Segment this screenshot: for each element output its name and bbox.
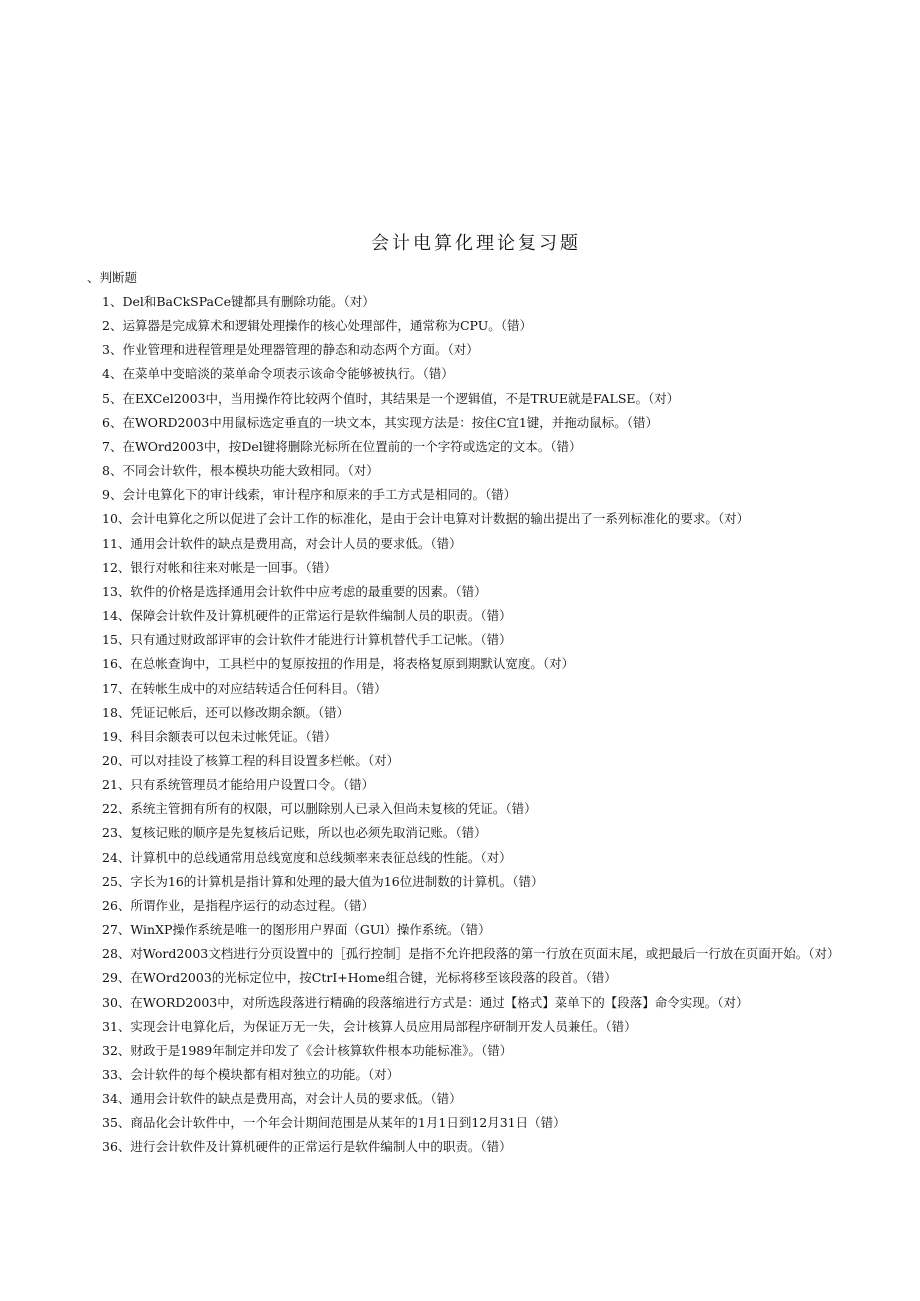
question-item: 29、在WOrd2003的光标定位中，按CtrI+Home组合键，光标将移至该段落的段首。（错） — [102, 970, 617, 986]
question-item: 2、运算器是完成算术和逻辑处理操作的核心处理部件，通常称为CPU。（错） — [102, 318, 532, 334]
question-item: 7、在WOrd2003中，按Del键将删除光标所在位置前的一个字符或选定的文本。（错） — [102, 438, 582, 454]
question-item: 22、系统主管拥有所有的权限，可以删除别人已录入但尚未复核的凭证。（错） — [102, 801, 537, 817]
question-item: 18、凭证记帐后，还可以修改期余额。（错） — [102, 704, 350, 720]
question-item: 20、可以对挂设了核算工程的科目设置多栏帐。（对） — [102, 752, 400, 768]
question-item: 27、WinXP操作系统是唯一的图形用户界面（GUl）操作系统。（错） — [102, 922, 491, 938]
question-item: 17、在转帐生成中的对应结转适合任何科目。（错） — [102, 680, 387, 696]
question-item: 1、Del和BaCkSPaCe键都具有删除功能。（对） — [102, 294, 375, 309]
question-item: 24、计算机中的总线通常用总线宽度和总线频率来表征总线的性能。（对） — [102, 849, 512, 865]
question-item: 13、软件的价格是选择通用会计软件中应考虑的最重要的因素。（错） — [102, 583, 487, 599]
question-item: 11、通用会计软件的缺点是费用高，对会计人员的要求低。（错） — [102, 535, 462, 551]
question-item: 25、字长为16的计算机是指计算和处理的最大值为16位进制数的计算机。（错） — [102, 873, 544, 889]
question-item: 35、商品化会计软件中，一个年会计期间范围是从某年的1月1日到12月31日（错） — [102, 1115, 566, 1131]
question-item: 28、对Word2003文档进行分页设置中的［孤行控制］是指不允许把段落的第一行放在页面末尾，或把最后一行放在页面开始。（对） — [102, 946, 840, 962]
question-item: 32、财政于是1989年制定并印发了《会计核算软件根本功能标准》。（错） — [102, 1042, 513, 1058]
question-item: 3、作业管理和进程管理是处理器管理的静态和动态两个方面。（对） — [102, 342, 479, 358]
question-list — [102, 290, 850, 1160]
question-item: 31、实现会计电算化后，为保证万无一失，会计核算人员应用局部程序研制开发人员兼任。（错） — [102, 1018, 637, 1034]
question-item: 23、复核记账的顺序是先复核后记账，所以也必须先取消记账。（错） — [102, 825, 487, 841]
question-item: 33、会计软件的每个模块都有相对独立的功能。（对） — [102, 1067, 400, 1082]
question-item: 10、会计电算化之所以促进了会计工作的标准化，是由于会计电算对计数据的输出提出了一系列标准化的要求。（对） — [102, 511, 750, 527]
document-title: 会计电算化理论复习题 — [371, 233, 581, 254]
question-item: 34、通用会计软件的缺点是费用高，对会计人员的要求低。（错） — [102, 1091, 462, 1107]
question-item: 9、会计电算化下的审计线索，审计程序和原来的手工方式是相同的。（错） — [102, 487, 517, 503]
question-item: 15、只有通过财政部评审的会计软件才能进行计算机替代手工记帐。（错） — [102, 632, 512, 648]
question-item: 19、科目余额表可以包未过帐凭证。（错） — [102, 728, 337, 744]
question-item: 8、不同会计软件，根本模块功能大致相同。（对） — [102, 463, 379, 479]
question-item: 21、只有系统管理员才能给用户设置口令。（错） — [102, 777, 375, 793]
question-item: 12、银行对帐和往来对帐是一回事。（错） — [102, 559, 337, 575]
question-item: 30、在WORD2003中，对所选段落进行精确的段落缩进行方式是：通过【格式】菜单下的【段落】命令实现。（对） — [102, 994, 749, 1010]
question-item: 6、在WORD2003中用鼠标选定垂直的一块文本，其实现方法是：按住C宜1键，并拖动鼠标。（错） — [102, 414, 659, 430]
question-item: 4、在菜单中变暗淡的菜单命令项表示该命令能够被执行。（错） — [102, 366, 454, 382]
question-item: 16、在总帐查询中，工具栏中的复原按扭的作用是，将表格复原到期默认宽度。（对） — [102, 656, 575, 672]
question-item: 14、保障会计软件及计算机硬件的正常运行是软件编制人员的职责。（错） — [102, 608, 512, 624]
section-heading: 、判断题 — [87, 270, 138, 285]
question-item: 5、在EXCel2003中，当用操作符比较两个值时，其结果是一个逻辑值，不是TRUE就是FALSE。（对） — [102, 390, 680, 406]
question-item: 36、进行会计软件及计算机硬件的正常运行是软件编制人中的职责。（错） — [102, 1139, 512, 1155]
question-item: 26、所谓作业，是指程序运行的动态过程。（错） — [102, 897, 375, 913]
